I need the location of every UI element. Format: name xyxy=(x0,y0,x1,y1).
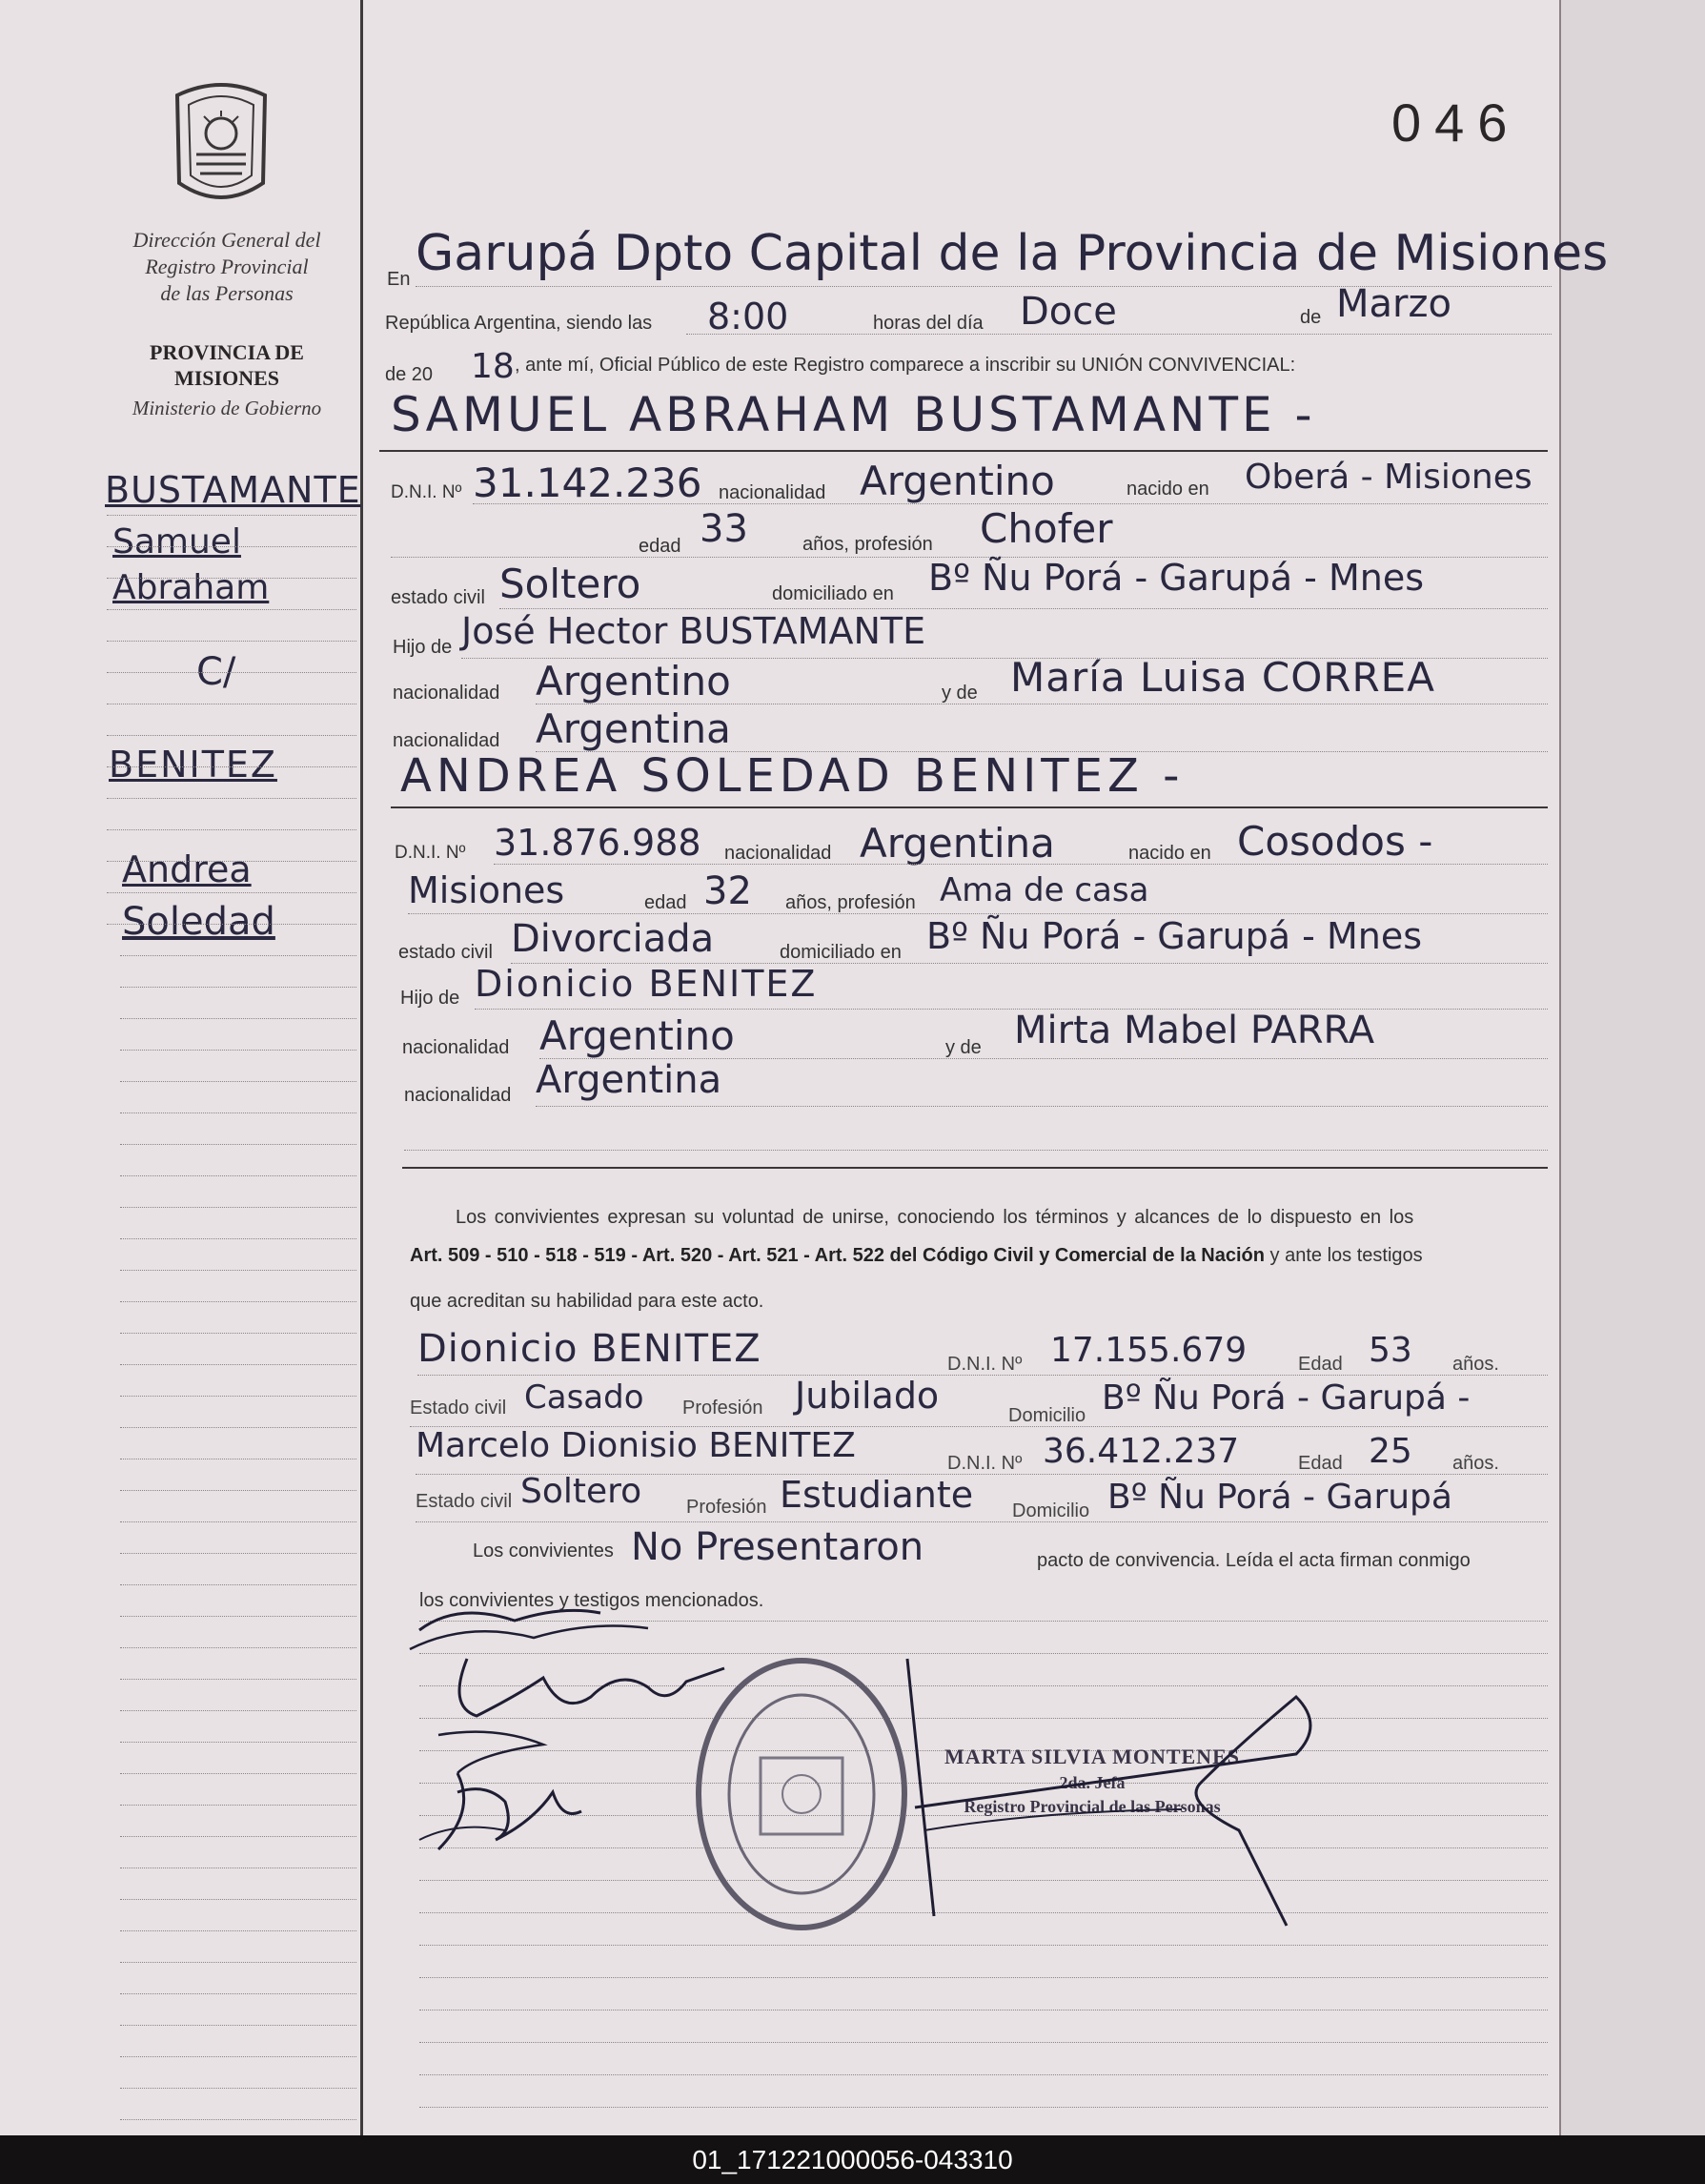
margin-rule xyxy=(120,1238,356,1239)
witness-profesion-label: Profesión xyxy=(686,1497,767,1518)
margin-rule xyxy=(107,641,356,642)
person1-name-line xyxy=(379,450,1548,452)
pact-suffix: pacto de convivencia. Leída el acta firman conmigo xyxy=(1037,1550,1471,1571)
margin-rule xyxy=(107,798,356,799)
estado-civil-label: estado civil xyxy=(398,942,493,963)
nacionalidad-label: nacionalidad xyxy=(402,1037,510,1058)
person1-dni: 31.142.236 xyxy=(473,459,702,506)
blank-line xyxy=(404,1150,1548,1151)
margin-rule xyxy=(107,766,356,767)
margin-rule xyxy=(120,1679,356,1680)
margin-rule xyxy=(120,1301,356,1302)
intro-text: , ante mí, Oficial Público de este Registro comparece a inscribir su UNIÓN CONVIVENCIAL: xyxy=(515,355,1296,376)
declaration-articles: Art. 509 - 510 - 518 - 519 - Art. 520 - Art. 521 - Art. 522 del Código Civil y Comercial de la Nación xyxy=(410,1245,1265,1266)
person1-line-dni xyxy=(473,503,1548,504)
hour-field: 8:00 xyxy=(707,296,789,337)
nacionalidad-label: nacionalidad xyxy=(719,482,826,503)
witness1-profession: Jubilado xyxy=(795,1375,940,1417)
person1-profession: Chofer xyxy=(980,505,1113,552)
stamp-office: Registro Provincial de las Personas xyxy=(964,1797,1221,1816)
margin-rule xyxy=(120,1490,356,1491)
person2-profession: Ama de casa xyxy=(940,871,1149,909)
margin-rule xyxy=(120,1647,356,1648)
margin-rule xyxy=(120,1521,356,1522)
witness-dni-label: D.N.I. Nº xyxy=(947,1354,1023,1375)
institution-name: Dirección General del Registro Provincial de las Personas xyxy=(132,228,321,305)
margin-rule xyxy=(120,1427,356,1428)
witness2-dni: 36.412.237 xyxy=(1043,1432,1240,1471)
margin-rule xyxy=(107,546,356,547)
header-line-2 xyxy=(686,334,1552,335)
margin-rule xyxy=(120,1018,356,1019)
margin-rule xyxy=(120,1144,356,1145)
witness-estado-civil-label: Estado civil xyxy=(416,1491,513,1512)
witness-edad-label: Edad xyxy=(1298,1354,1343,1375)
hijo-de-label: Hijo de xyxy=(400,988,460,1009)
margin-name: BENITEZ xyxy=(109,744,277,786)
margin-name: Andrea xyxy=(122,848,252,890)
margin-rule xyxy=(120,2119,356,2120)
margin-rule xyxy=(120,1175,356,1176)
margin-rule xyxy=(120,2056,356,2057)
margin-rule xyxy=(107,892,356,893)
margin-rule xyxy=(120,1050,356,1051)
de-label: de xyxy=(1300,307,1322,328)
person2-dni: 31.876.988 xyxy=(494,822,701,864)
signature-rule xyxy=(419,1945,1548,1946)
witness2-name: Marcelo Dionisio BENITEZ xyxy=(416,1426,856,1465)
witness1-line-1 xyxy=(417,1375,1548,1376)
person2-name: ANDREA SOLEDAD BENITEZ - xyxy=(400,749,1185,803)
signature-rule xyxy=(419,2074,1548,2075)
person2-civil-status: Divorciada xyxy=(511,917,715,961)
official-seal-icon xyxy=(692,1651,911,1937)
estado-civil-label: estado civil xyxy=(391,587,485,608)
y-de-label: y de xyxy=(942,683,978,704)
margin-divider-line xyxy=(360,0,363,2135)
margin-rule xyxy=(120,1333,356,1334)
margin-rule xyxy=(120,1962,356,1963)
stamp-official-name: MARTA SILVIA MONTENES xyxy=(944,1745,1240,1768)
witness-dni-label: D.N.I. Nº xyxy=(947,1453,1023,1474)
section-separator xyxy=(402,1167,1548,1169)
margin-rule xyxy=(120,1396,356,1397)
ministry-name: Ministerio de Gobierno xyxy=(132,397,322,419)
margin-rule xyxy=(107,861,356,862)
witness1-address: Bº Ñu Porá - Garupá - xyxy=(1102,1378,1471,1418)
person1-nationality: Argentino xyxy=(860,458,1055,504)
place-field: Garupá Dpto Capital de la Provincia de Misiones xyxy=(416,225,1609,282)
nacionalidad-label: nacionalidad xyxy=(393,730,500,751)
person2-line-dni xyxy=(494,864,1548,865)
witness-estado-civil-label: Estado civil xyxy=(410,1398,507,1419)
margin-rule xyxy=(120,955,356,956)
witness2-civil-status: Soltero xyxy=(520,1472,642,1511)
de20-label: de 20 xyxy=(385,364,434,385)
dni-label: D.N.I. Nº xyxy=(395,843,466,863)
margin-rule xyxy=(120,1364,356,1365)
pact-prefix: Los convivientes xyxy=(473,1541,614,1561)
margin-rule xyxy=(107,924,356,925)
margin-rule xyxy=(120,1930,356,1931)
person2-mother: Mirta Mabel PARRA xyxy=(1014,1009,1375,1052)
person2-name-line xyxy=(391,806,1548,808)
margin-rule xyxy=(120,1805,356,1806)
margin-rule xyxy=(120,1207,356,1208)
year-field: 18 xyxy=(471,347,515,386)
margin-rule xyxy=(120,1993,356,1994)
domiciliado-label: domiciliado en xyxy=(780,942,902,963)
edad-label: edad xyxy=(644,892,687,913)
margin-name: BUSTAMANTE xyxy=(105,469,361,511)
coat-of-arms-icon xyxy=(168,78,274,212)
edad-label: edad xyxy=(639,536,681,557)
signature-rule xyxy=(419,1977,1548,1978)
margin-rule xyxy=(120,1773,356,1774)
stamp-title: 2da. Jefa xyxy=(1059,1773,1126,1792)
person1-name: SAMUEL ABRAHAM BUSTAMANTE - xyxy=(391,387,1316,442)
person1-age: 33 xyxy=(700,507,748,551)
witness2-address: Bº Ñu Porá - Garupá xyxy=(1107,1478,1452,1517)
domiciliado-label: domiciliado en xyxy=(772,583,894,604)
nacionalidad-label: nacionalidad xyxy=(724,843,832,864)
folio-number: 046 xyxy=(1391,92,1521,153)
margin-name: Abraham xyxy=(112,568,270,607)
declaration-line-1: Los convivientes expresan su voluntad de unirse, conociendo los términos y alcances de lo dispuesto en los xyxy=(456,1207,1414,1228)
margin-rule xyxy=(107,578,356,579)
person2-address: Bº Ñu Porá - Garupá - Mnes xyxy=(926,915,1422,957)
signature-rule xyxy=(419,2107,1548,2108)
day-field: Doce xyxy=(1020,290,1117,334)
margin-rule xyxy=(120,1710,356,1711)
person2-birthplace: Cosodos - xyxy=(1237,818,1433,865)
person1-father: José Hector BUSTAMANTE xyxy=(461,610,926,652)
witness2-age: 25 xyxy=(1369,1432,1412,1471)
person1-civil-status: Soltero xyxy=(499,561,641,607)
margin-rule xyxy=(120,1270,356,1271)
margin-rule xyxy=(120,1081,356,1082)
declaration-line-2 xyxy=(410,1245,1423,1267)
witness-profesion-label: Profesión xyxy=(682,1398,763,1419)
person1-father-nationality: Argentino xyxy=(536,658,731,704)
hijo-de-label: Hijo de xyxy=(393,637,453,658)
person2-age: 32 xyxy=(703,869,752,913)
margin-name: Soledad xyxy=(122,900,275,944)
margin-rule xyxy=(107,609,356,610)
witness-edad-label: Edad xyxy=(1298,1453,1343,1474)
person2-line-father xyxy=(475,1009,1548,1010)
person1-mother: María Luisa CORREA xyxy=(1010,654,1435,701)
margin-rule xyxy=(120,1616,356,1617)
witness-anos-label: años. xyxy=(1452,1354,1499,1375)
margin-name: Samuel xyxy=(112,522,241,561)
horas-label: horas del día xyxy=(873,313,984,334)
signature-rule xyxy=(419,2010,1548,2011)
declaration-line-2-rest: y ante los testigos xyxy=(1264,1245,1423,1266)
person1-address: Bº Ñu Porá - Garupá - Mnes xyxy=(928,557,1424,599)
margin-rule xyxy=(120,1553,356,1554)
person1-line-civil xyxy=(499,608,1548,609)
margin-rule xyxy=(107,672,356,673)
pact-value: No Presentaron xyxy=(631,1525,924,1569)
next-page-edge xyxy=(1559,0,1705,2135)
nacionalidad-label: nacionalidad xyxy=(404,1085,512,1106)
witness-anos-label: años. xyxy=(1452,1453,1499,1474)
anos-profesion-label: años, profesión xyxy=(802,534,933,555)
margin-rule xyxy=(120,1112,356,1113)
margin-rule xyxy=(120,2088,356,2089)
declaration-line-3: que acreditan su habilidad para este acto. xyxy=(410,1291,764,1312)
margin-rule xyxy=(120,1742,356,1743)
province-name: PROVINCIA DE MISIONES xyxy=(150,340,304,390)
document-code: 01_171221000056-043310 xyxy=(0,2135,1705,2184)
signature-rule xyxy=(419,2042,1548,2043)
witness-domicilio-label: Domicilio xyxy=(1012,1500,1090,1521)
person2-father: Dionicio BENITEZ xyxy=(475,963,818,1005)
person2-line-age xyxy=(408,913,1548,914)
person2-nationality: Argentina xyxy=(860,820,1055,867)
en-label: En xyxy=(387,269,411,290)
person2-father-nationality: Argentino xyxy=(539,1012,735,1059)
margin-rule xyxy=(120,1899,356,1900)
nacido-label: nacido en xyxy=(1128,843,1211,864)
person2-birthplace-2: Misiones xyxy=(408,869,565,911)
person2-mother-nationality: Argentina xyxy=(536,1058,722,1102)
margin-rule xyxy=(120,987,356,988)
margin-rule xyxy=(107,829,356,830)
margin-name: C/ xyxy=(196,650,236,694)
anos-profesion-label: años, profesión xyxy=(785,892,916,913)
witness2-profession: Estudiante xyxy=(780,1474,974,1516)
margin-rule xyxy=(120,1584,356,1585)
month-field: Marzo xyxy=(1336,282,1451,326)
pact-line-2: los convivientes y testigos mencionados. xyxy=(419,1590,764,1611)
witness1-age: 53 xyxy=(1369,1331,1412,1370)
official-signature-image xyxy=(896,1640,1372,1945)
margin-rule xyxy=(107,515,356,516)
dni-label: D.N.I. Nº xyxy=(391,482,462,502)
witness1-name: Dionicio BENITEZ xyxy=(417,1327,761,1371)
witness-domicilio-label: Domicilio xyxy=(1008,1405,1086,1426)
nacionalidad-label: nacionalidad xyxy=(393,683,500,704)
nacido-label: nacido en xyxy=(1127,479,1209,500)
y-de-label: y de xyxy=(945,1037,982,1058)
republica-label: República Argentina, siendo las xyxy=(385,313,653,334)
margin-rule xyxy=(120,2025,356,2026)
margin-rule xyxy=(107,735,356,736)
margin-rule xyxy=(120,1836,356,1837)
witness1-dni: 17.155.679 xyxy=(1050,1331,1248,1370)
witness1-civil-status: Casado xyxy=(524,1378,644,1417)
witness2-line-2 xyxy=(416,1521,1548,1522)
person1-birthplace: Oberá - Misiones xyxy=(1245,458,1532,497)
person2-line-mother-nat xyxy=(536,1106,1548,1107)
person1-mother-nationality: Argentina xyxy=(536,705,731,752)
